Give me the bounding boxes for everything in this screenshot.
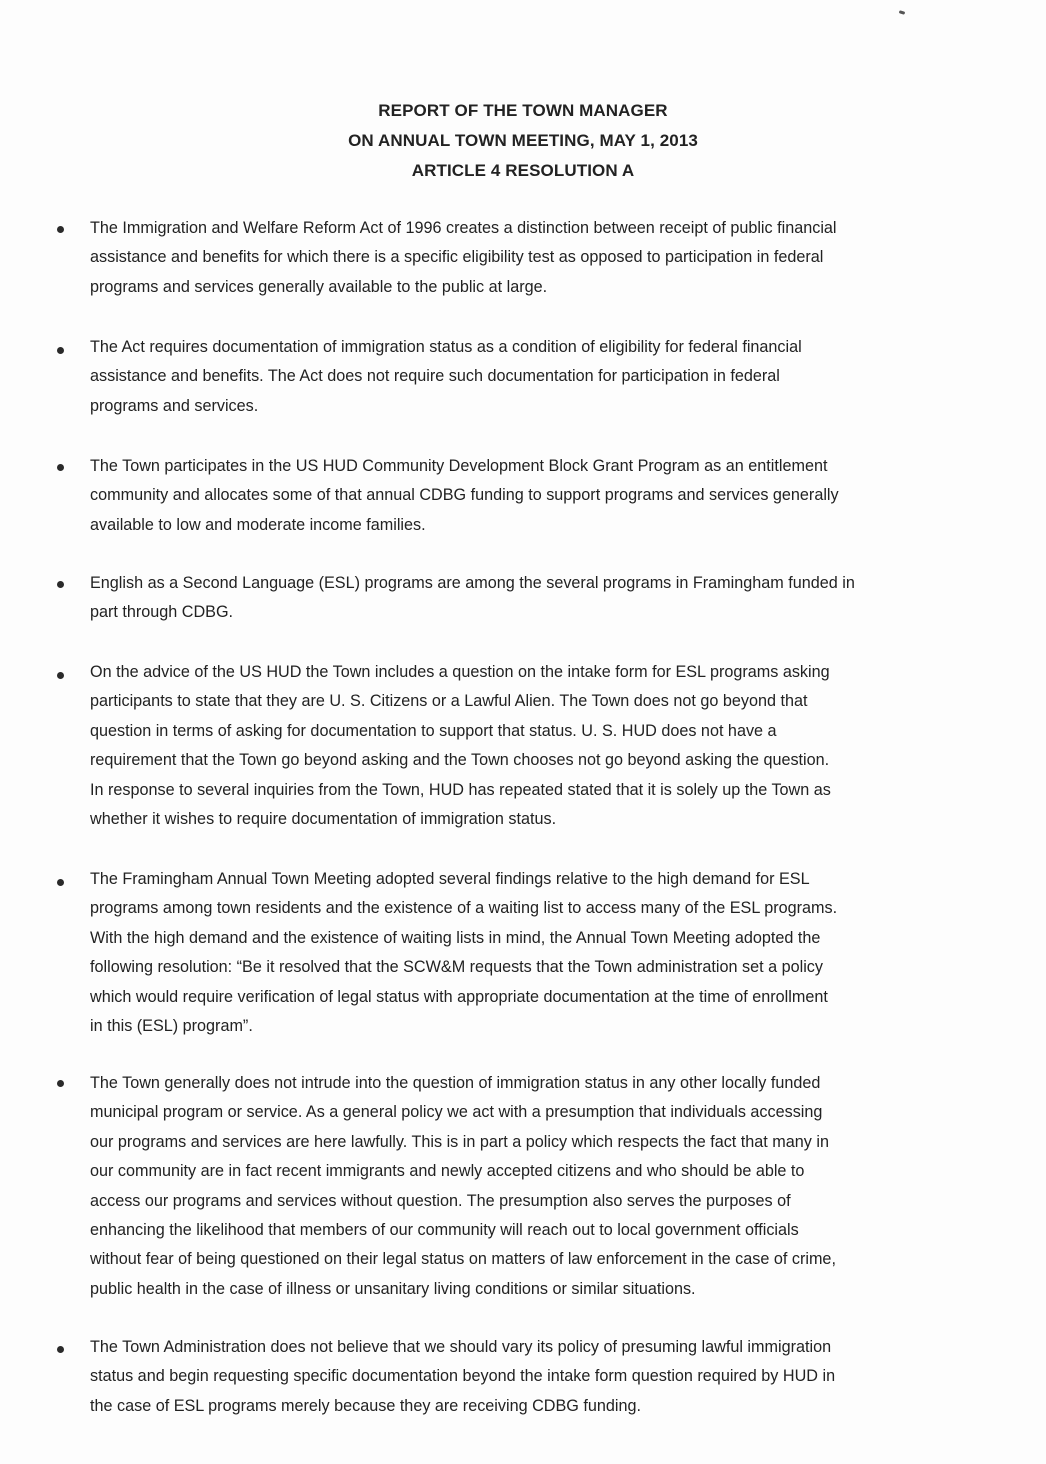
bullet-text: The Act requires documentation of immigration status as a condition of eligibility for federal financial assistance and benefits. The Act does not require such documentation for participation in federal programs and services. bbox=[90, 338, 802, 415]
bullet-dot bbox=[57, 347, 64, 354]
bullet-text: The Town Administration does not believe that we should vary its policy of presuming lawful immigration status and begin requesting specific documentation beyond the intake form question required by HUD in the case of ESL programs merely because they are receiving CDBG funding. bbox=[90, 1338, 836, 1415]
bullet-text: The Town participates in the US HUD Community Development Block Grant Program as an entitlement community and allocates some of that annual CDBG funding to support programs and services generally available to low and moderate income families. bbox=[90, 457, 839, 534]
bullet-text: English as a Second Language (ESL) programs are among the several programs in Framingham funded in part through CDBG. bbox=[90, 574, 855, 622]
report-subtitle: ON ANNUAL TOWN MEETING, MAY 1, 2013 bbox=[348, 131, 698, 150]
bullet-text: The Town generally does not intrude into the question of immigration status in any other locally funded municipal program or service. As a general policy we act with a presumption that individuals accessing our programs and services are here lawfully. This is in part a policy which respects the fact that many in our community are in fact recent immigrants and newly accepted citizens and who should be able to access our programs and services without question. The presumption also serves the purposes of enhancing the likelihood that members of our community will reach out to local government officials without fear of being questioned on their legal status on matters of law enforcement in the case of crime, public health in the case of illness or unsanitary living conditions or similar situations. bbox=[90, 1074, 836, 1298]
bullet-dot bbox=[57, 581, 64, 588]
bullet-dot bbox=[57, 1080, 64, 1087]
bullet-text: The Immigration and Welfare Reform Act of 1996 creates a distinction between receipt of public financial assistance and benefits for which there is a specific eligibility test as opposed to participation in federal programs and services generally available to the public at large. bbox=[90, 219, 837, 296]
bullet-dot bbox=[57, 879, 64, 886]
bullet-text: The Framingham Annual Town Meeting adopted several findings relative to the high demand for ESL programs among town residents and the existence of a waiting list to access many of the ESL programs. With the high demand and the existence of waiting lists in mind, the Annual Town Meeting adopted the following resolution: “Be it resolved that the SCW&M requests that the Town administration set a policy which would require verification of legal status with appropriate documentation at the time of enrollment in this (ESL) program”. bbox=[90, 870, 838, 1036]
bullet-dot bbox=[57, 464, 64, 471]
scan-mark bbox=[899, 10, 906, 15]
bullet-text: On the advice of the US HUD the Town includes a question on the intake form for ESL programs asking participants to state that they are U. S. Citizens or a Lawful Alien. The Town does not go beyond that question in terms of asking for documentation to support that status. U. S. HUD does not have a requirement that the Town go beyond asking and the Town chooses not go beyond asking the question. In response to several inquiries from the Town, HUD has repeated stated that it is solely up the Town as whether it wishes to require documentation of immigration status. bbox=[90, 663, 831, 829]
bullet-dot bbox=[57, 1346, 64, 1353]
bullet-dot bbox=[57, 226, 64, 233]
report-title: REPORT OF THE TOWN MANAGER bbox=[378, 101, 668, 120]
report-article: ARTICLE 4 RESOLUTION A bbox=[411, 161, 635, 180]
bullet-dot bbox=[57, 672, 64, 679]
